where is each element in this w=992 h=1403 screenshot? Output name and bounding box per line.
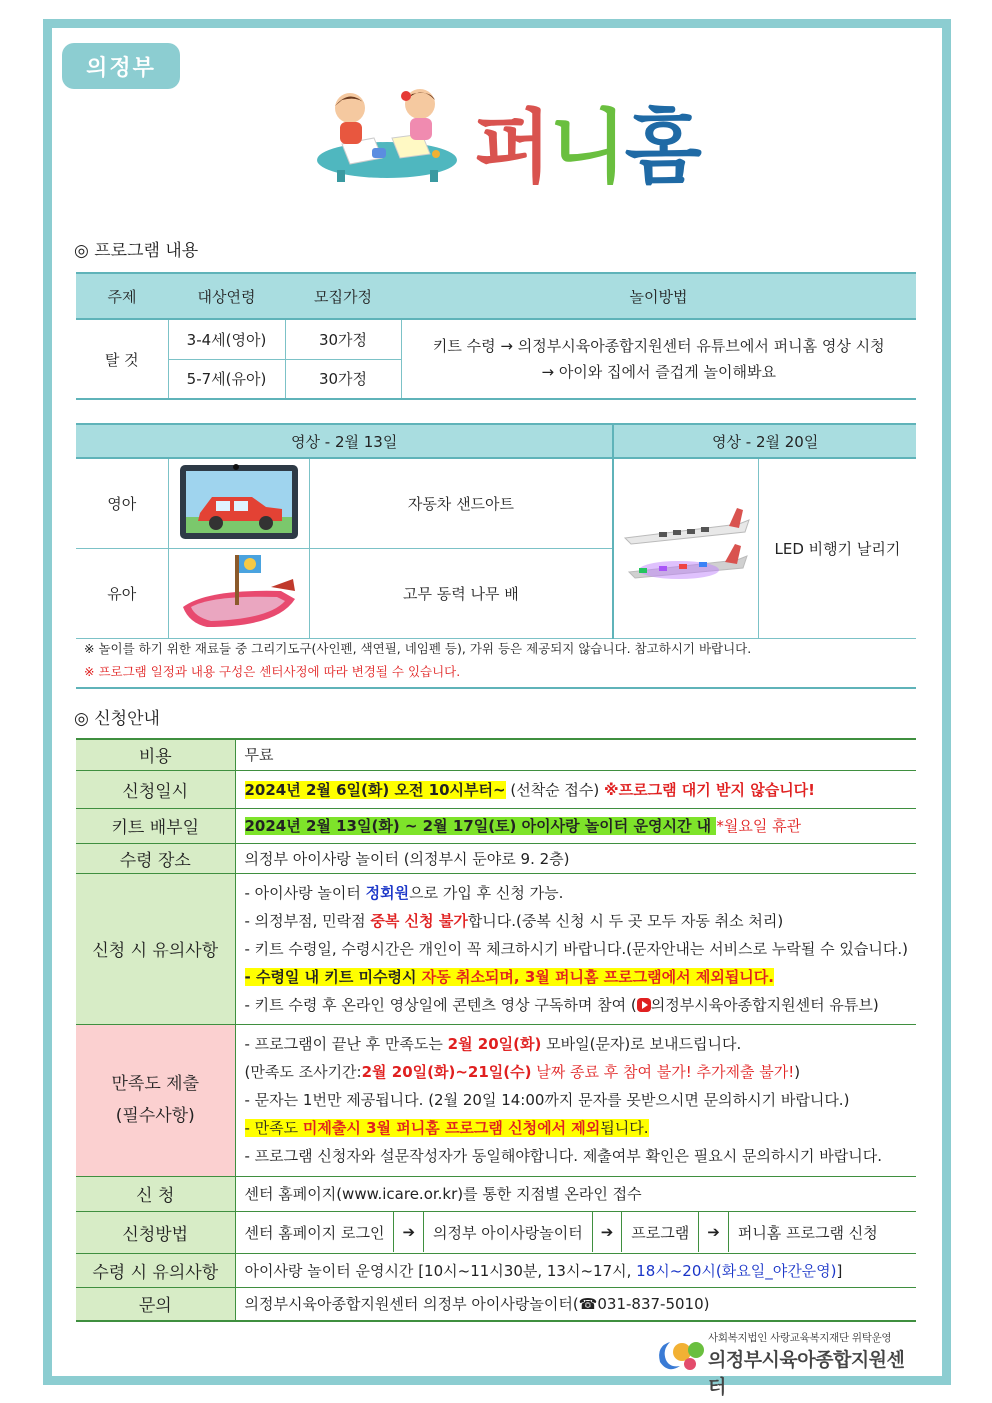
youtube-icon xyxy=(637,998,651,1012)
caution-label: 신청 시 유의사항 xyxy=(76,873,235,1024)
survey-line: - 문자는 1번만 제공됩니다. (2월 20일 14:00까지 문자를 못받으시면 문의하시기 바랍니다.) xyxy=(244,1091,850,1109)
survey-line: - 만족도 미제출시 3월 퍼니홈 프로그램 신청에서 제외됩니다. xyxy=(244,1119,649,1137)
sandart-image-cell xyxy=(168,458,309,548)
date-warning: ※프로그램 대기 받지 않습니다! xyxy=(604,780,816,799)
region-badge: 의정부 xyxy=(62,43,180,89)
program-section-heading: ◎ 프로그램 내용 xyxy=(74,241,199,261)
pickup-label: 수령 시 유의사항 xyxy=(76,1253,235,1287)
households-cell: 30가정 xyxy=(285,319,401,359)
step-4: 퍼니홈 프로그램 신청 xyxy=(737,1223,878,1242)
apply-value: 센터 홈페이지(www.icare.or.kr)를 통한 지점별 온라인 접수 xyxy=(235,1176,916,1211)
method-cell xyxy=(401,319,916,399)
col-age: 대상연령 xyxy=(168,273,285,319)
pickup-value: 아이사랑 놀이터 운영시간 [10시~11시30분, 13시~17시, 18시~20시(화요일_야간운영)] xyxy=(235,1253,916,1287)
kit-label: 키트 배부일 xyxy=(76,808,235,843)
org-name: 의정부시육아종합지원센터 xyxy=(708,1349,905,1398)
survey-line: - 프로그램이 끝난 후 만족도는 2월 20일(화) 모바일(문자)로 보내드립니다. xyxy=(244,1035,742,1053)
kit-value xyxy=(235,808,916,843)
video2-header: 영상 - 2월 20일 xyxy=(613,424,916,458)
survey-line: - 프로그램 신청자와 설문작성자가 동일해야합니다. 제출여부 확인은 필요시 문의하시기 바랍니다. xyxy=(244,1147,882,1165)
date-extra: (선착순 접수) xyxy=(505,780,605,799)
age-cell: 3-4세(영아) xyxy=(168,319,285,359)
video1-header: 영상 - 2월 13일 xyxy=(76,424,613,458)
group-cell: 영아 xyxy=(76,458,168,548)
arrow-icon: ➔ xyxy=(394,1212,424,1252)
step-3: 프로그램 xyxy=(622,1212,699,1252)
place-value: 의정부 아이사랑 놀이터 (의정부시 둔야로 9. 2층) xyxy=(235,843,916,873)
col-method: 놀이방법 xyxy=(401,273,916,319)
apply-section-heading: ◎ 신청안내 xyxy=(74,709,160,729)
caution-line: - 수령일 내 키트 미수령시 자동 취소되며, 3월 퍼니홈 프로그램에서 제외됩니다. xyxy=(244,967,774,986)
center-logo-icon xyxy=(652,1334,706,1374)
kids-drawing-illustration xyxy=(312,82,462,184)
title-char-2: 니 xyxy=(549,100,625,194)
boat-image-cell xyxy=(168,548,309,638)
step-1: 센터 홈페이지 로그인 xyxy=(236,1212,395,1252)
survey-label: 만족도 제출 (필수사항) xyxy=(76,1024,235,1176)
group-cell: 유아 xyxy=(76,548,168,638)
title-char-3: 홈 xyxy=(624,100,700,194)
step-2: 의정부 아이사랑놀이터 xyxy=(424,1212,593,1252)
title-char-1: 퍼 xyxy=(474,100,550,194)
arrow-icon: ➔ xyxy=(593,1212,623,1252)
date-label: 신청일시 xyxy=(76,770,235,808)
apply-label: 신 청 xyxy=(76,1176,235,1211)
households-cell: 30가정 xyxy=(285,359,401,399)
col-theme: 주제 xyxy=(76,273,168,319)
operator-text: 사회복지법인 사랑교육복지재단 위탁운영 xyxy=(708,1332,892,1344)
activity-cell: LED 비행기 날리기 xyxy=(758,458,916,638)
method-steps xyxy=(235,1211,916,1253)
caution-value xyxy=(235,873,916,1024)
note-materials: ※ 놀이를 하기 위한 재료들 중 그리기도구(사인펜, 색연필, 네임펜 등), 가위 등은 제공되지 않습니다. 참고하시기 바랍니다. xyxy=(84,641,752,656)
apply-info-table xyxy=(76,738,916,1322)
survey-value xyxy=(235,1024,916,1176)
activity-cell: 자동차 샌드아트 xyxy=(309,458,613,548)
caution-line: - 아이사랑 놀이터 정회원으로 가입 후 신청 가능. xyxy=(244,883,564,902)
rubber-boat-image xyxy=(177,549,301,633)
program-title xyxy=(474,90,700,194)
note-schedule-change: ※ 프로그램 일정과 내용 구성은 센터사정에 따라 변경될 수 있습니다. xyxy=(84,664,461,679)
survey-line: (만족도 조사기간:2월 20일(화)~21일(수) 날짜 종료 후 참여 불가! 추가제출 불가!) xyxy=(244,1063,801,1081)
cost-value: 무료 xyxy=(235,739,916,770)
caution-line: - 키트 수령일, 수령시간은 개인이 꼭 체크하시기 바랍니다.(문자안내는 서비스로 누락될 수 있습니다.) xyxy=(244,939,908,958)
caution-line: - 키트 수령 후 온라인 영상일에 콘텐츠 영상 구독하며 참여 ( 의정부시육아종합지원센터 유튜브) xyxy=(244,995,879,1014)
kit-main: 2024년 2월 13일(화) ~ 2월 17일(토) 아이사랑 놀이터 운영시간 내 xyxy=(244,817,717,835)
col-households: 모집가정 xyxy=(285,273,401,319)
caution-line: - 의정부점, 민락점 중복 신청 불가합니다.(중복 신청 시 두 곳 모두 자동 취소 처리) xyxy=(244,911,784,930)
notes-box xyxy=(76,637,916,689)
age-cell: 5-7세(유아) xyxy=(168,359,285,399)
contact-value: 의정부시육아종합지원센터 의정부 아이사랑놀이터(☎031-837-5010) xyxy=(235,1287,916,1321)
footer-org-logo xyxy=(652,1330,922,1399)
activity-cell: 고무 동력 나무 배 xyxy=(309,548,613,638)
kit-note: *월요일 휴관 xyxy=(716,817,802,835)
contact-label: 문의 xyxy=(76,1287,235,1321)
method-line-1: 키트 수령 → 의정부시육아종합지원센터 유튜브에서 퍼니홈 영상 시청 xyxy=(432,337,885,355)
plane-image-cell xyxy=(613,458,758,638)
arrow-icon: ➔ xyxy=(699,1212,729,1252)
cost-label: 비용 xyxy=(76,739,235,770)
sandart-car-image xyxy=(178,461,300,541)
theme-cell: 탈 것 xyxy=(76,319,168,399)
led-airplane-image xyxy=(619,498,754,594)
place-label: 수령 장소 xyxy=(76,843,235,873)
date-value xyxy=(235,770,916,808)
program-table xyxy=(76,272,916,400)
date-main: 2024년 2월 6일(화) 오전 10시부터~ xyxy=(244,780,506,799)
video-schedule-table xyxy=(76,423,916,639)
method-line-2: → 아이와 집에서 즐겁게 놀이해봐요 xyxy=(541,363,776,381)
method-label: 신청방법 xyxy=(76,1211,235,1253)
